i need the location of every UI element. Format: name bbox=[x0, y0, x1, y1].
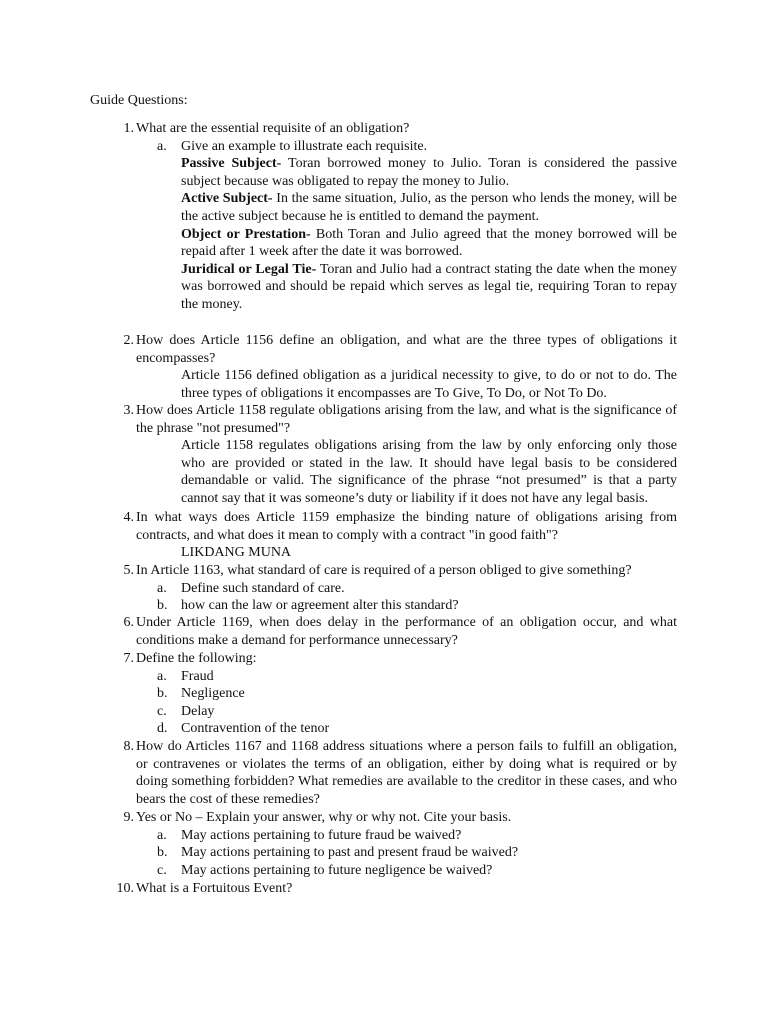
sub-item-letter: c. bbox=[157, 703, 167, 719]
question-number: 7. bbox=[123, 651, 134, 666]
question-3 bbox=[0, 402, 768, 508]
sub-item-text: Contravention of the tenor bbox=[181, 721, 330, 737]
question-text: How do Articles 1167 and 1168 address situations where a person fails to fulfill an obligation, or contravenes or violates the terms of an obligation, either by doing what is required or by doing something forbidden? What remedies are available to the creditor in these cases, and who bears the cost of these remedies? bbox=[136, 739, 677, 807]
question-number: 8. bbox=[123, 739, 134, 754]
sub-item-text: May actions pertaining to future fraud be waived? bbox=[181, 827, 462, 843]
question-text: Yes or No – Explain your answer, why or why not. Cite your basis. bbox=[136, 810, 512, 825]
question-number: 5. bbox=[123, 563, 134, 578]
sub-item-letter: b. bbox=[157, 686, 168, 702]
answer-text: Toran borrowed money to Julio. Toran is considered the passive subject because was obligated to repay the money to Julio. bbox=[181, 156, 678, 189]
question-text: What are the essential requisite of an obligation? bbox=[136, 121, 410, 136]
sub-item-text: Fraud bbox=[181, 668, 214, 684]
sub-item-text: how can the law or agreement alter this standard? bbox=[181, 598, 459, 614]
answer-text: Both Toran and Julio agreed that the money borrowed will be repaid after 1 week after the date it was borrowed. bbox=[181, 226, 677, 260]
question-2 bbox=[0, 332, 768, 402]
sub-item-text: Negligence bbox=[181, 686, 245, 702]
sub-item-text: May actions pertaining to future negligence be waived? bbox=[181, 862, 493, 878]
sub-item-text: Delay bbox=[181, 703, 215, 719]
sub-item-text: Give an example to illustrate each requisite. bbox=[181, 138, 428, 154]
question-5 bbox=[0, 562, 768, 615]
answer-text: Article 1156 defined obligation as a juridical necessity to give, to do or not to do. The three types of obligations it encompasses are To Give, To Do, or Not To Do. bbox=[181, 368, 677, 401]
sub-item-letter: a. bbox=[157, 580, 167, 596]
sub-item-letter: b. bbox=[157, 598, 168, 614]
question-number: 2. bbox=[123, 333, 134, 348]
question-number: 9. bbox=[123, 810, 134, 825]
answer-label: Passive Subject- bbox=[181, 156, 282, 172]
sub-item-letter: d. bbox=[157, 721, 168, 737]
question-8 bbox=[0, 738, 768, 808]
page-heading: Guide Questions: bbox=[90, 93, 188, 108]
answer-juridical-tie bbox=[181, 261, 677, 314]
question-9 bbox=[0, 809, 768, 879]
answer-text: LIKDANG MUNA bbox=[181, 545, 292, 561]
sub-item-letter: a. bbox=[157, 827, 167, 843]
question-7 bbox=[0, 650, 768, 738]
answer-text: Article 1158 regulates obligations arising from the law by only enforcing only those who are provided or stated in the law. It should have legal basis to be considered demandable or valid. The significance of the phrase “not presumed” is that a party cannot say that it was someone’s duty or liability if it does not have any legal basis. bbox=[181, 438, 677, 506]
answer-label: Active Subject- bbox=[181, 191, 273, 207]
question-text: Under Article 1169, when does delay in the performance of an obligation occur, and what conditions make a demand for performance unnecessary? bbox=[136, 615, 677, 648]
answer-label: Object or Prestation- bbox=[181, 226, 311, 242]
sub-item-text: May actions pertaining to past and present fraud be waived? bbox=[181, 845, 519, 861]
question-10 bbox=[0, 880, 768, 898]
question-number: 4. bbox=[123, 510, 134, 525]
question-text: In Article 1163, what standard of care is required of a person obliged to give something? bbox=[136, 563, 632, 578]
answer-active-subject bbox=[181, 190, 677, 225]
answer-label: Juridical or Legal Tie- bbox=[181, 261, 317, 277]
question-number: 10. bbox=[116, 881, 134, 896]
answer-text: In the same situation, Julio, as the person who lends the money, will be the active subject because he is entitled to demand the payment. bbox=[181, 191, 677, 224]
question-number: 3. bbox=[123, 403, 134, 418]
answer-passive-subject bbox=[181, 155, 677, 190]
sub-item-letter: a. bbox=[157, 138, 167, 154]
answer-object-prestation bbox=[181, 226, 677, 261]
answer-text: Toran and Julio had a contract stating the date when the money was borrowed and should be repaid which serves as legal tie, requiring Toran to repay the money. bbox=[181, 261, 677, 312]
question-text: In what ways does Article 1159 emphasize the binding nature of obligations arising from contracts, and what does it mean to comply with a contract "in good faith"? bbox=[136, 510, 677, 543]
question-text: How does Article 1158 regulate obligations arising from the law, and what is the significance of the phrase "not presumed"? bbox=[136, 403, 677, 436]
question-text: How does Article 1156 define an obligation, and what are the three types of obligations it encompasses? bbox=[136, 333, 677, 366]
question-1 bbox=[0, 120, 768, 314]
question-number: 6. bbox=[123, 615, 134, 630]
question-text: Define the following: bbox=[136, 651, 257, 666]
question-text: What is a Fortuitous Event? bbox=[136, 881, 293, 896]
sub-item-letter: c. bbox=[157, 862, 167, 878]
sub-item-letter: b. bbox=[157, 845, 168, 861]
sub-item-letter: a. bbox=[157, 668, 167, 684]
question-4 bbox=[0, 509, 768, 562]
question-6 bbox=[0, 614, 768, 649]
sub-item-text: Define such standard of care. bbox=[181, 580, 345, 596]
question-number: 1. bbox=[123, 121, 134, 136]
